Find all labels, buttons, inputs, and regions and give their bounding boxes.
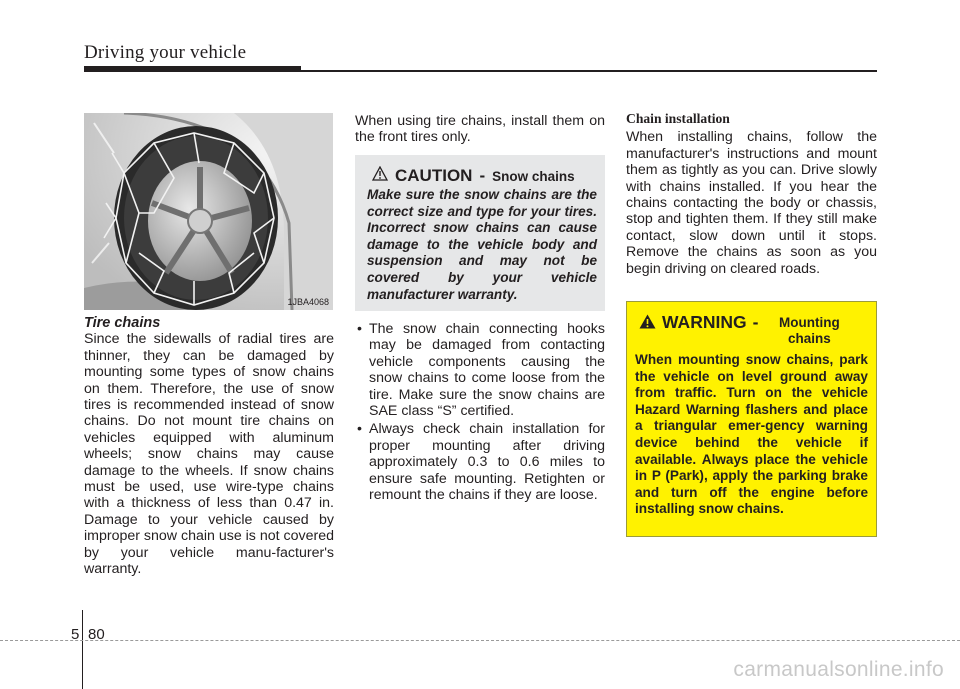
warning-box (626, 301, 877, 537)
chain-installation-section (626, 111, 877, 277)
tire-chain-illustration (84, 113, 333, 310)
header-title: Driving your vehicle (84, 42, 247, 63)
caution-subject: Snow chains (492, 168, 575, 184)
footer-dashed-rule (0, 640, 960, 641)
front-tires-intro (355, 113, 605, 146)
intro-text: When using tire chains, install them on the front tires only. (355, 113, 605, 146)
caution-box (355, 155, 605, 311)
page-number: 80 (88, 626, 105, 643)
bullet-item: • The snow chain connecting hooks may be damaged from contacting vehicle components causing the snow chains to come loose from the tire. Make sure the snow chains are SAE class “S” certified. (355, 321, 605, 419)
warning-header (639, 312, 854, 347)
chain-bullets (355, 321, 605, 505)
header-rule-thick (84, 66, 301, 72)
warning-separator: - (752, 312, 759, 332)
caution-header (372, 166, 575, 186)
warning-triangle-outline-icon (372, 166, 388, 186)
warning-body: When mounting snow chains, park the vehicle on level ground away from traffic. Turn on the vehicle Hazard Warning flashers and place a triangular emer-gency warning device behind the vehicle if available. Always place the vehicle in P (Park), apply the parking brake and turn off the engine before installing snow chains. (635, 352, 868, 517)
warning-triangle-filled-icon (639, 312, 656, 334)
caution-label: CAUTION (395, 166, 473, 185)
tire-with-chains-drawing (84, 113, 333, 310)
tire-chains-section (84, 315, 334, 578)
section-number: 5 (71, 626, 80, 643)
warning-subject: Mounting chains (779, 315, 840, 346)
tire-chains-heading: Tire chains (84, 315, 161, 331)
header-rule-thin (301, 70, 877, 72)
caution-separator: - (479, 166, 486, 185)
tire-chains-body: Since the sidewalls of radial tires are thinner, they can be damaged by mounting some types of snow chains on them. Therefore, the use of snow tires is recommended instead of snow chains. Do not mount tire chains on vehicles equipped with aluminum wheels; snow chains may cause damage to the wheels. If snow chains must be used, use wire-type chains with a thickness of less than 0.47 in. Damage to your vehicle caused by improper snow chain use is not covered by your vehicle manu-facturer's warranty. (84, 331, 334, 578)
page-number-divider (82, 610, 83, 689)
footer-site-watermark: carmanualsonline.info (733, 658, 944, 681)
chain-installation-body: When installing chains, follow the manufacturer's instructions and mount them as tightly as you can. Drive slowly with chains installed. If you hear the chains contacting the body or chassis, stop and tighten them. If they still make contact, slow down until it stops. Remove the chains as soon as you begin driving on cleared roads. (626, 129, 877, 277)
warning-label: WARNING (662, 312, 747, 332)
figure-code: 1JBA4068 (287, 297, 329, 307)
chain-installation-heading: Chain installation (626, 111, 730, 126)
caution-body: Make sure the snow chains are the correct size and type for your tires. Incorrect snow chains can cause damage to the vehicle body and suspension and may not be covered by your vehicle manufacturer warranty. (367, 187, 597, 302)
bullet-item: • Always check chain installation for proper mounting after driving approximately 0.3 to 0.6 miles to ensure safe mounting. Retighten or remount the chains if they are loose. (355, 421, 605, 503)
